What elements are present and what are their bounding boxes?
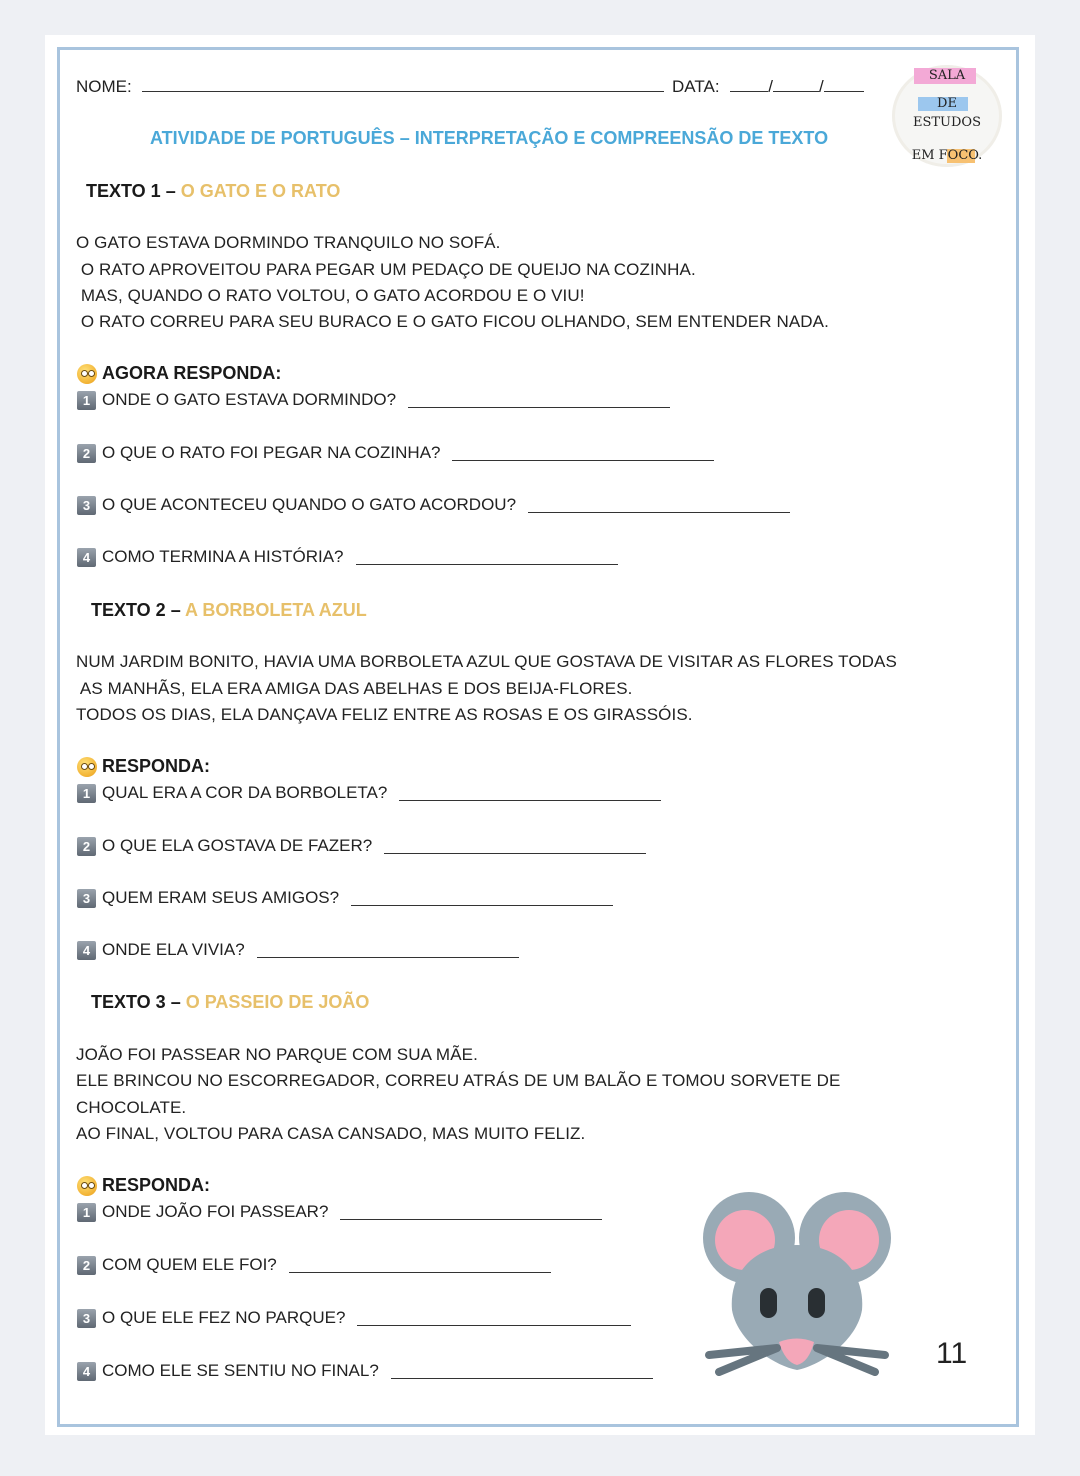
answer-blank[interactable] [528, 498, 790, 513]
answer-blank[interactable] [391, 1364, 653, 1379]
question-row: 2 COM QUEM ELE FOI? [77, 1255, 551, 1275]
section-1-text-line: O RATO CORREU PARA SEU BURACO E O GATO FICOU OLHANDO, SEM ENTENDER NADA. [76, 312, 829, 331]
section-3-title: O PASSEIO DE JOÃO [185, 992, 370, 1012]
section-1-text-line: MAS, QUANDO O RATO VOLTOU, O GATO ACORDOU E O VIU! [76, 286, 585, 305]
answer-blank[interactable] [340, 1205, 602, 1220]
keycap-number-icon: 1 [77, 391, 96, 410]
section-3-text-line: JOÃO FOI PASSEAR NO PARQUE COM SUA MÃE. [76, 1045, 478, 1064]
section-1-text-line: O GATO ESTAVA DORMINDO TRANQUILO NO SOFÁ. [76, 233, 501, 252]
question-row: 4 COMO TERMINA A HISTÓRIA? [77, 547, 618, 567]
answer-blank[interactable] [357, 1311, 631, 1326]
name-blank[interactable] [142, 77, 664, 92]
thinking-face-icon [77, 364, 97, 384]
section-2-text-line: NUM JARDIM BONITO, HAVIA UMA BORBOLETA AZUL QUE GOSTAVA DE VISITAR AS FLORES TODAS [76, 652, 897, 671]
answer-blank[interactable] [356, 550, 618, 565]
question-row: 3 O QUE ACONTECEU QUANDO O GATO ACORDOU? [77, 495, 790, 515]
name-label: NOME: [76, 77, 132, 96]
section-3-text-line: ELE BRINCOU NO ESCORREGADOR, CORREU ATRÁS DE UM BALÃO E TOMOU SORVETE DE [76, 1071, 841, 1090]
keycap-number-icon: 2 [77, 837, 96, 856]
answer-blank[interactable] [257, 943, 519, 958]
section-3-prompt: RESPONDA: [77, 1175, 210, 1196]
answer-blank[interactable] [351, 891, 613, 906]
page-number: 11 [936, 1337, 968, 1370]
section-1-title: O GATO E O RATO [180, 181, 341, 201]
section-1-heading: TEXTO 1 – O GATO E O RATO [86, 181, 341, 201]
section-2-title: A BORBOLETA AZUL [185, 600, 367, 620]
keycap-number-icon: 1 [77, 1203, 96, 1222]
question-row: 1 ONDE O GATO ESTAVA DORMINDO? [77, 390, 670, 410]
page-title: ATIVIDADE DE PORTUGUÊS – INTERPRETAÇÃO E COMPREENSÃO DE TEXTO [150, 128, 829, 148]
section-2-text-line: AS MANHÃS, ELA ERA AMIGA DAS ABELHAS E DOS BEIJA-FLORES. [76, 679, 633, 698]
section-2-prompt: RESPONDA: [77, 756, 210, 777]
section-3-text-line: AO FINAL, VOLTOU PARA CASA CANSADO, MAS MUITO FELIZ. [76, 1124, 586, 1143]
section-1-prompt: AGORA RESPONDA: [77, 363, 281, 384]
logo-line-4: EM FOCO. [911, 148, 983, 163]
keycap-number-icon: 3 [77, 1309, 96, 1328]
section-1-text-line: O RATO APROVEITOU PARA PEGAR UM PEDAÇO DE QUEIJO NA COZINHA. [76, 260, 696, 279]
logo-sala-de-estudos [892, 65, 1002, 167]
keycap-number-icon: 4 [77, 1362, 96, 1381]
keycap-number-icon: 3 [77, 889, 96, 908]
question-row: 4 ONDE ELA VIVIA? [77, 940, 519, 960]
date-day-blank[interactable] [730, 77, 768, 92]
answer-blank[interactable] [399, 786, 661, 801]
section-2-text-line: TODOS OS DIAS, ELA DANÇAVA FELIZ ENTRE AS ROSAS E OS GIRASSÓIS. [76, 705, 693, 724]
question-row: 3 QUEM ERAM SEUS AMIGOS? [77, 888, 613, 908]
question-row: 1 QUAL ERA A COR DA BORBOLETA? [77, 783, 661, 803]
keycap-number-icon: 2 [77, 1256, 96, 1275]
name-field-row [76, 77, 664, 97]
keycap-number-icon: 4 [77, 548, 96, 567]
worksheet-page [45, 35, 1035, 1435]
mouse-icon [697, 1190, 897, 1380]
logo-line-1: SALA [928, 68, 966, 83]
date-field-row: DATA: / / [672, 77, 864, 97]
question-row: 3 O QUE ELE FEZ NO PARQUE? [77, 1308, 631, 1328]
answer-blank[interactable] [384, 839, 646, 854]
question-row: 1 ONDE JOÃO FOI PASSEAR? [77, 1202, 602, 1222]
thinking-face-icon [77, 757, 97, 777]
date-year-blank[interactable] [824, 77, 864, 92]
date-label: DATA: [672, 77, 720, 96]
question-row: 4 COMO ELE SE SENTIU NO FINAL? [77, 1361, 653, 1381]
question-row: 2 O QUE ELA GOSTAVA DE FAZER? [77, 836, 646, 856]
date-month-blank[interactable] [773, 77, 819, 92]
thinking-face-icon [77, 1176, 97, 1196]
answer-blank[interactable] [289, 1258, 551, 1273]
keycap-number-icon: 1 [77, 784, 96, 803]
keycap-number-icon: 3 [77, 496, 96, 515]
answer-blank[interactable] [452, 446, 714, 461]
keycap-number-icon: 2 [77, 444, 96, 463]
question-row: 2 O QUE O RATO FOI PEGAR NA COZINHA? [77, 443, 714, 463]
section-3-heading: TEXTO 3 – O PASSEIO DE JOÃO [91, 992, 370, 1012]
keycap-number-icon: 4 [77, 941, 96, 960]
section-2-heading: TEXTO 2 – A BORBOLETA AZUL [91, 600, 367, 620]
logo-line-3: ESTUDOS [912, 115, 981, 130]
logo-line-2: DE [937, 96, 957, 111]
answer-blank[interactable] [408, 393, 670, 408]
section-3-text-line: CHOCOLATE. [76, 1098, 187, 1117]
